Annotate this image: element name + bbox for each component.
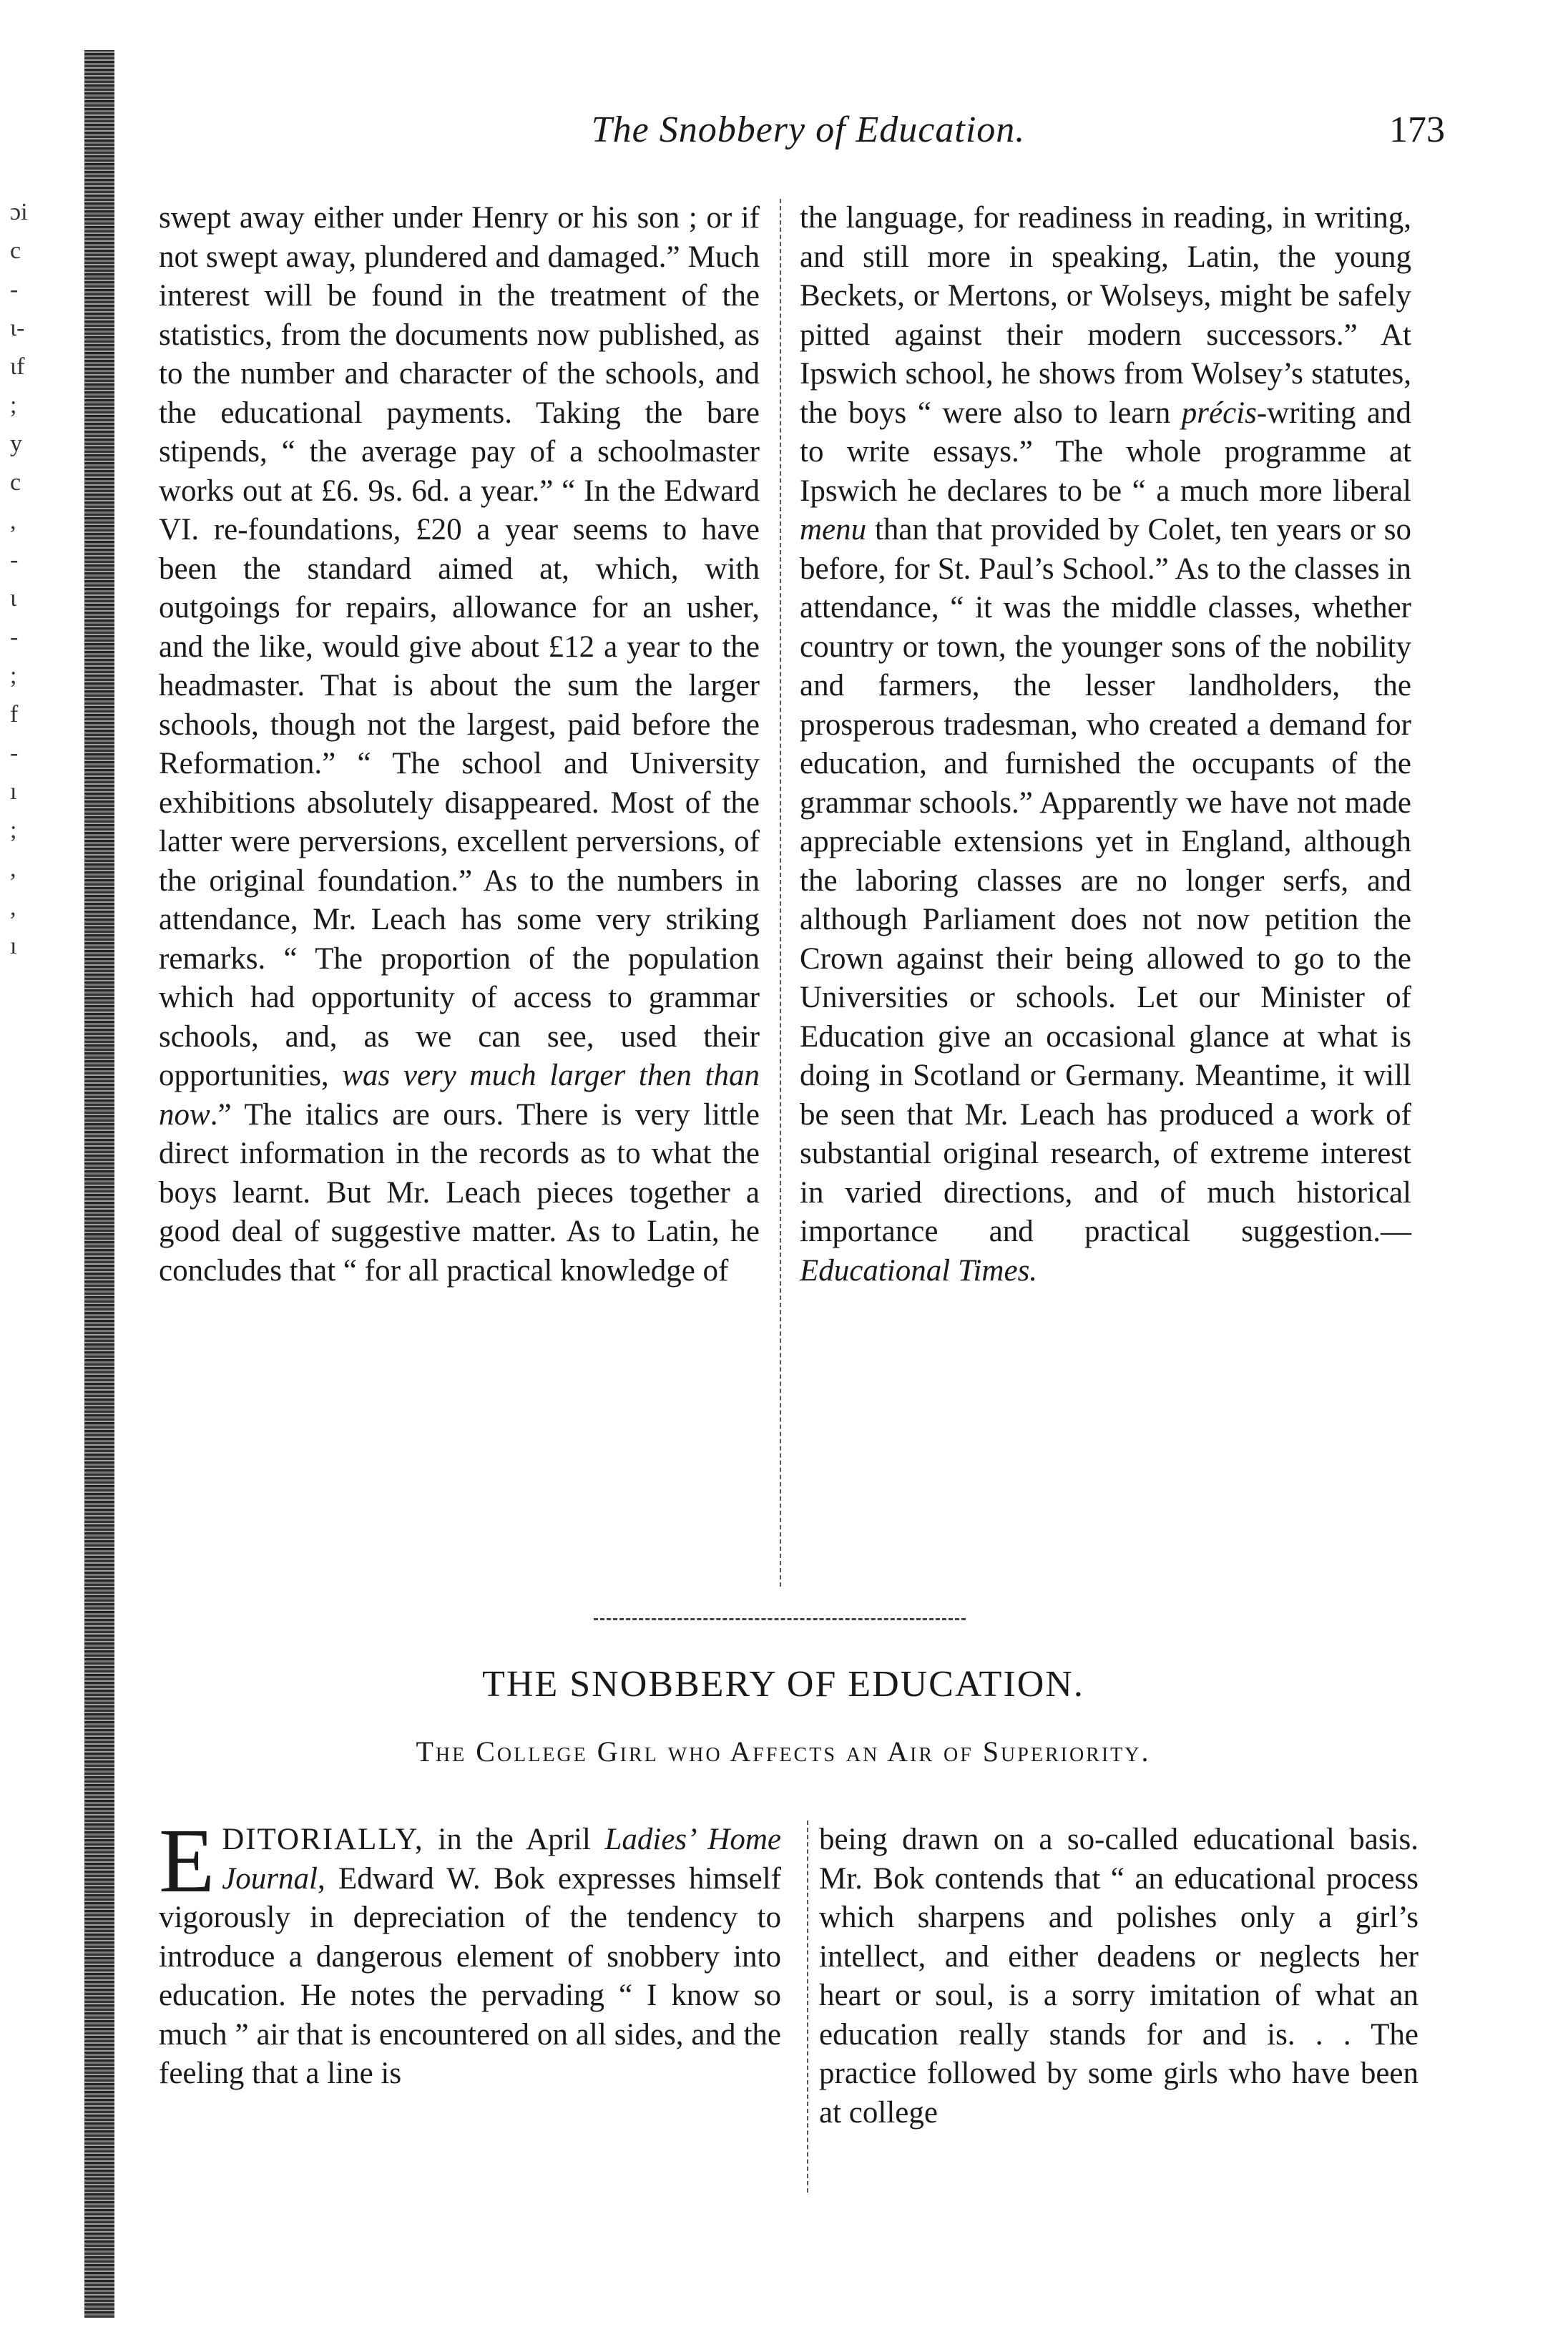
margin-mark: ı bbox=[10, 778, 17, 805]
margin-mark: c bbox=[10, 237, 21, 264]
column-divider bbox=[807, 1821, 808, 2193]
text-run: -writing and to write essays.” The whole programme at Ipswich he declares to be “ a much more liberal bbox=[800, 396, 1411, 508]
italic-text-run: was very much larger then than now bbox=[159, 1059, 760, 1132]
margin-mark: , bbox=[10, 856, 16, 882]
margin-mark: ɩ bbox=[10, 585, 17, 612]
margin-mark: - bbox=[10, 547, 19, 573]
margin-mark: ; bbox=[10, 817, 17, 843]
article1-right-column bbox=[800, 199, 1411, 1290]
article1-right-text bbox=[800, 199, 1411, 1290]
article2-right-text: being drawn on a so-called educational basis. Mr. Bok contends that “ an educational process which sharpens and polishes only a girl’s intellect, and either deadens or neglects her heart or soul, is a sorry imitation of what an education really stands for and is. . . The practice followed by some girls who have been at college bbox=[819, 1823, 1418, 2130]
lead-caps: DITORIALLY, bbox=[222, 1823, 424, 1856]
text-run: than that provided by Colet, ten years or so before, for St. Paul’s School.” As to the classes in attendance, “ it was the middle classes, whether country or town, the younger sons of the nobility and farmers, the lesser landholders, the prosperous tradesman, who created a demand for education, and furnished the occupants of the grammar schools.” Apparently we have not made appreciable extensions yet in England, although the laboring classes are no longer serfs, and although Parliament does not now petition the Crown against their being allowed to go to the Universities or schools. Let our Minister of Education give an occasional glance at what is doing in Scotland or Germany. Meantime, it will be seen that Mr. Leach has produced a work of substantial original research, of extreme interest in varied directions, and of much historical importance and practical suggestion.— bbox=[800, 513, 1411, 1248]
margin-mark: ι- bbox=[10, 315, 25, 341]
margin-mark: c bbox=[10, 469, 21, 496]
column-divider bbox=[780, 199, 781, 1587]
running-title: The Snobbery of Education. bbox=[591, 109, 1026, 150]
margin-mark: y bbox=[10, 431, 22, 457]
margin-mark: ; bbox=[10, 662, 17, 689]
article1-left-column bbox=[159, 199, 760, 1290]
italic-text-run: Ladies’ Home Journal bbox=[222, 1823, 782, 1896]
margin-mark: f bbox=[10, 701, 19, 728]
margin-mark: ɩf bbox=[10, 353, 25, 380]
article1-left-text bbox=[159, 199, 760, 1290]
margin-mark: - bbox=[10, 624, 19, 650]
drop-cap: E bbox=[159, 1810, 215, 1911]
text-run: .” The italics are ours. There is very little direct information in the records as to what the boys learnt. But Mr. Leach pieces together a good deal of suggestive matter. As to Latin, he concludes that “ for all practical knowledge of bbox=[159, 1097, 760, 1288]
italic-text-run: précis bbox=[1181, 396, 1257, 430]
article2-right-column bbox=[819, 1821, 1418, 2132]
article2-left-column bbox=[159, 1810, 782, 2094]
margin-mark: - bbox=[10, 740, 19, 766]
italic-text-run: menu bbox=[800, 513, 867, 547]
margin-mark: ı bbox=[10, 933, 17, 959]
margin-mark: ɔi bbox=[10, 199, 28, 225]
article-title: THE SNOBBERY OF EDUCATION. bbox=[482, 1664, 1084, 1705]
article2-left-text bbox=[159, 1810, 782, 2094]
adjacent-page-margin bbox=[0, 193, 57, 1052]
article-subtitle: The College Girl who Affects an Air of Superiority. bbox=[416, 1735, 1151, 1768]
margin-mark: - bbox=[10, 276, 19, 303]
page-number: 173 bbox=[1389, 109, 1445, 150]
source-citation: Educational Times. bbox=[800, 1253, 1038, 1288]
text-run: the language, for readiness in reading, in writing, and still more in speaking, Latin, the young Beckets, or Mertons, or Wolseys, might be safely pitted against their modern successors.” At Ipswich school, he shows from Wolsey’s statutes, the boys “ were also to learn bbox=[800, 201, 1411, 430]
text-run: in the April bbox=[423, 1823, 605, 1856]
text-run: , Edward W. Bok expresses himself vigorously in depreciation of the tendency to introduce a dangerous element of snobbery into education. He notes the pervading “ I know so much ” air that is encountered on all sides, and the feeling that a line is bbox=[159, 1861, 781, 2090]
text-run: swept away either under Henry or his son ; or if not swept away, plundered and damaged.” Much interest will be found in the treatment of the statistics, from the documents now published, as to the number and character of the schools, and the educational payments. Taking the bare stipends, “ the average pay of a schoolmaster works out at £6. 9s. 6d. a year.” “ In the Edward VI. re-foundations, £20 a year seems to have been the standard aimed at, which, with outgoings for repairs, allowance for an usher, and the like, would give about £12 a year to the headmaster. That is about the sum the larger schools, though not the largest, paid before the Reformation.” “ The school and University exhibitions absolutely disappeared. Most of the latter were perversions, excellent perversions, of the original foundation.” As to the numbers in attendance, Mr. Leach has some very striking remarks. “ The proportion of the population which had opportunity of access to grammar schools, and, as we can see, used their opportunities, bbox=[159, 201, 760, 1092]
margin-mark: , bbox=[10, 508, 16, 534]
margin-mark: ; bbox=[10, 392, 17, 418]
margin-mark: , bbox=[10, 894, 16, 921]
book-spine-edge bbox=[84, 50, 114, 2318]
section-separator-rule bbox=[594, 1618, 966, 1620]
page-header bbox=[157, 100, 1445, 165]
